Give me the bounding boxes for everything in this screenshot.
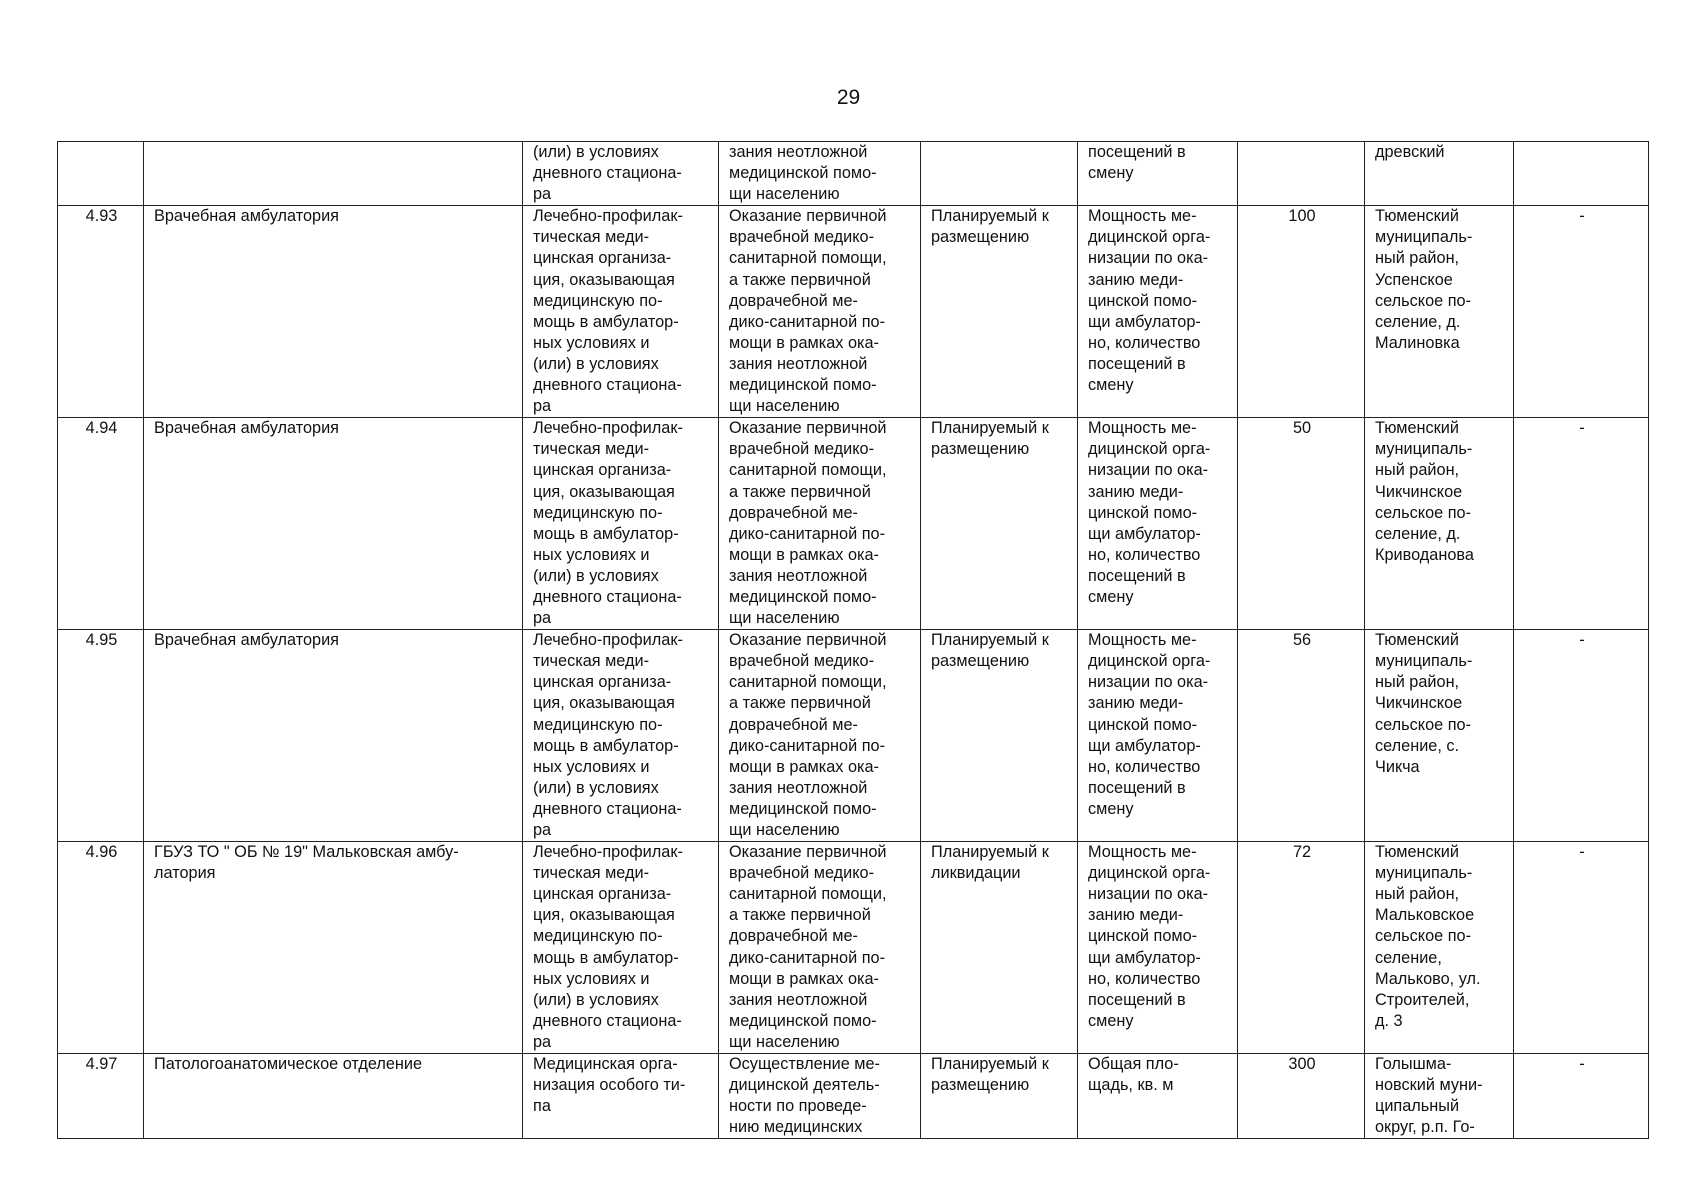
cell-note: - [1514,418,1649,630]
cell-note: - [1514,206,1649,418]
cell-purpose: Осуществление ме- дицинской деятель- ности по проведе- нию медицинских [719,1054,921,1139]
cell-status: Планируемый к ликвидации [921,842,1078,1054]
cell-number: 4.96 [58,842,144,1054]
cell-note: - [1514,630,1649,842]
cell-value: 56 [1238,630,1365,842]
table-row [58,206,1649,418]
cell-location: Тюменский муниципаль- ный район, Чикчинское сельское по- селение, д. Криводанова [1365,418,1514,630]
cell-type: Лечебно-профилак- тическая меди- цинская организа- ция, оказывающая медицинскую по- мощь в амбулатор- ных условиях и (или) в условиях дневного стациона- ра [523,418,719,630]
cell-indicator: Мощность ме- дицинской орга- низации по ока- занию меди- цинской помо- щи амбулатор- но, количество посещений в смену [1078,206,1238,418]
cell-status [921,142,1078,206]
cell-value [1238,142,1365,206]
table-row [58,630,1649,842]
cell-name: ГБУЗ ТО " ОБ № 19" Мальковская амбу- латория [144,842,523,1054]
cell-location: древский [1365,142,1514,206]
table-row [58,418,1649,630]
cell-indicator: посещений в смену [1078,142,1238,206]
cell-indicator: Мощность ме- дицинской орга- низации по ока- занию меди- цинской помо- щи амбулатор- но, количество посещений в смену [1078,630,1238,842]
cell-type: Лечебно-профилак- тическая меди- цинская организа- ция, оказывающая медицинскую по- мощь в амбулатор- ных условиях и (или) в условиях дневного стациона- ра [523,842,719,1054]
cell-purpose: Оказание первичной врачебной медико- санитарной помощи, а также первичной доврачебной ме- дико-санитарной по- мощи в рамках ока- зания неотложной медицинской помо- щи населению [719,418,921,630]
cell-name: Врачебная амбулатория [144,418,523,630]
cell-value: 100 [1238,206,1365,418]
facilities-table [57,141,1649,1139]
cell-number: 4.94 [58,418,144,630]
cell-number: 4.93 [58,206,144,418]
cell-indicator: Мощность ме- дицинской орга- низации по ока- занию меди- цинской помо- щи амбулатор- но, количество посещений в смену [1078,418,1238,630]
cell-value: 300 [1238,1054,1365,1139]
cell-status: Планируемый к размещению [921,1054,1078,1139]
cell-note: - [1514,842,1649,1054]
cell-status: Планируемый к размещению [921,630,1078,842]
cell-purpose: Оказание первичной врачебной медико- санитарной помощи, а также первичной доврачебной ме- дико-санитарной по- мощи в рамках ока- зания неотложной медицинской помо- щи населению [719,206,921,418]
cell-indicator: Общая пло- щадь, кв. м [1078,1054,1238,1139]
cell-number: 4.95 [58,630,144,842]
cell-location: Тюменский муниципаль- ный район, Мальковское сельское по- селение, Мальково, ул. Строителей, д. 3 [1365,842,1514,1054]
cell-indicator: Мощность ме- дицинской орга- низации по ока- занию меди- цинской помо- щи амбулатор- но, количество посещений в смену [1078,842,1238,1054]
cell-name: Врачебная амбулатория [144,206,523,418]
cell-name: Патологоанатомическое отделение [144,1054,523,1139]
cell-note [1514,142,1649,206]
cell-purpose: Оказание первичной врачебной медико- санитарной помощи, а также первичной доврачебной ме- дико-санитарной по- мощи в рамках ока- зания неотложной медицинской помо- щи населению [719,630,921,842]
cell-purpose: Оказание первичной врачебной медико- санитарной помощи, а также первичной доврачебной ме- дико-санитарной по- мощи в рамках ока- зания неотложной медицинской помо- щи населению [719,842,921,1054]
cell-purpose: зания неотложной медицинской помо- щи населению [719,142,921,206]
page-number: 29 [836,86,861,109]
cell-note: - [1514,1054,1649,1139]
cell-name [144,142,523,206]
cell-type: Медицинская орга- низация особого ти- па [523,1054,719,1139]
table-row [58,842,1649,1054]
cell-value: 72 [1238,842,1365,1054]
cell-value: 50 [1238,418,1365,630]
cell-status: Планируемый к размещению [921,206,1078,418]
cell-location: Голышма- новский муни- ципальный округ, р.п. Го- [1365,1054,1514,1139]
table-row [58,142,1649,206]
cell-status: Планируемый к размещению [921,418,1078,630]
cell-type: (или) в условиях дневного стациона- ра [523,142,719,206]
cell-number: 4.97 [58,1054,144,1139]
cell-type: Лечебно-профилак- тическая меди- цинская организа- ция, оказывающая медицинскую по- мощь в амбулатор- ных условиях и (или) в условиях дневного стациона- ра [523,206,719,418]
cell-type: Лечебно-профилак- тическая меди- цинская организа- ция, оказывающая медицинскую по- мощь в амбулатор- ных условиях и (или) в условиях дневного стациона- ра [523,630,719,842]
cell-number [58,142,144,206]
cell-location: Тюменский муниципаль- ный район, Успенское сельское по- селение, д. Малиновка [1365,206,1514,418]
cell-name: Врачебная амбулатория [144,630,523,842]
cell-location: Тюменский муниципаль- ный район, Чикчинское сельское по- селение, с. Чикча [1365,630,1514,842]
table-row [58,1054,1649,1139]
